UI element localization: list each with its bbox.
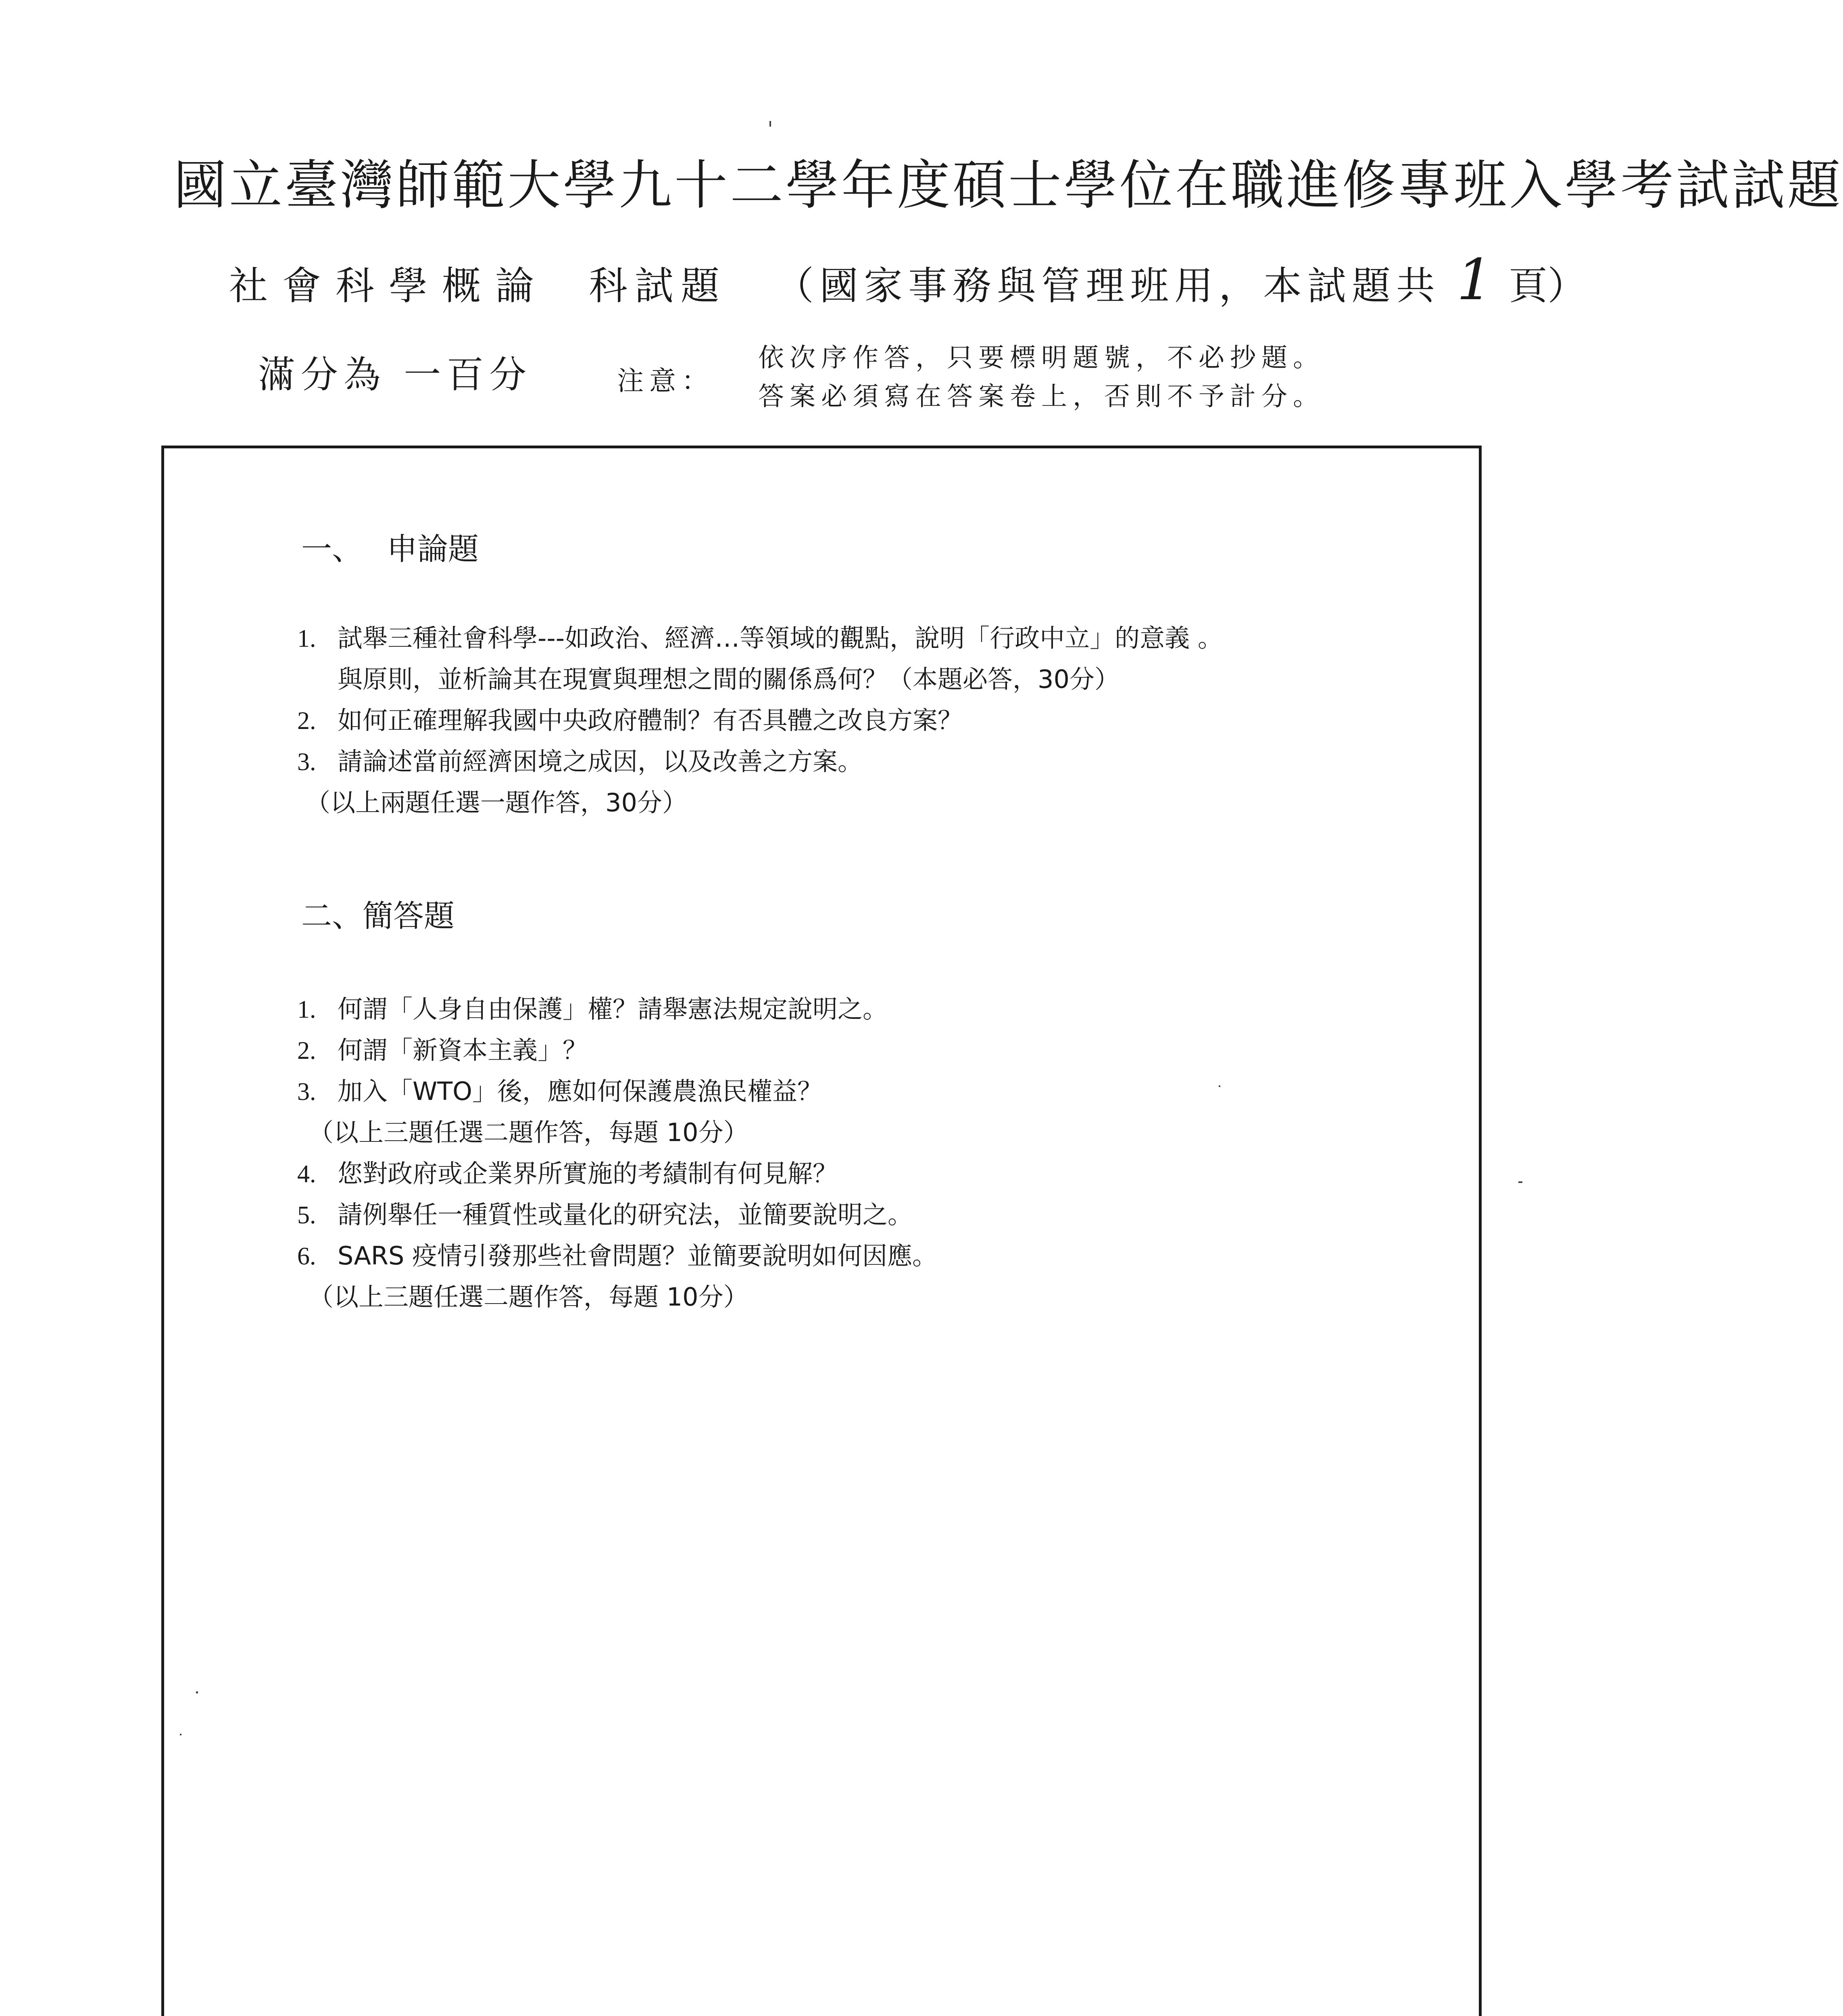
scan-speck bbox=[1518, 1181, 1522, 1183]
notice-label: 注意： bbox=[617, 365, 714, 396]
question-line bbox=[297, 1194, 937, 1235]
question-line bbox=[297, 989, 937, 1030]
question-number: 3. bbox=[297, 748, 316, 776]
scan-speck bbox=[196, 1691, 198, 1693]
notice-line: 答案必須寫在答案卷上，否則不予計分。 bbox=[758, 382, 1324, 412]
question-number: 1. bbox=[297, 996, 316, 1023]
question-line bbox=[297, 741, 1223, 782]
question-line bbox=[297, 700, 1223, 741]
question-number: 4. bbox=[297, 1160, 316, 1188]
section-title-essay bbox=[301, 527, 479, 571]
note-text: （以上兩題任選一題作答，30分） bbox=[305, 788, 687, 817]
page-count: 1 bbox=[1457, 247, 1493, 313]
question-line bbox=[297, 618, 1223, 659]
question-text: 如何正確理解我國中央政府體制？有否具體之改良方案？ bbox=[338, 706, 963, 735]
question-number: 2. bbox=[297, 707, 316, 735]
question-line bbox=[297, 1030, 937, 1071]
question-text: 與原則，並析論其在現實與理想之間的關係爲何？（本題必答，30分） bbox=[338, 664, 1120, 694]
subject-name: 社會科學概論 bbox=[229, 263, 548, 308]
question-text: 何謂「人身自由保護」權？請舉憲法規定說明之。 bbox=[338, 994, 888, 1024]
question-box bbox=[161, 446, 1482, 2016]
scan-speck bbox=[769, 121, 771, 127]
selection-note bbox=[297, 1112, 937, 1153]
note-text: （以上三題任選二題作答，每題 10分） bbox=[309, 1282, 748, 1312]
class-note-suffix: 頁） bbox=[1509, 263, 1587, 308]
notice-line: 依次序作答，只要標明題號，不必抄題。 bbox=[758, 343, 1324, 373]
section-name: 簡答題 bbox=[363, 898, 454, 934]
short-answer-question-list bbox=[297, 989, 937, 1318]
question-text: 請論述當前經濟困境之成因，以及改善之方案。 bbox=[338, 747, 863, 776]
question-line bbox=[297, 1071, 937, 1112]
question-text: 加入「WTO」後，應如何保護農漁民權益？ bbox=[338, 1077, 822, 1106]
question-line bbox=[297, 659, 1223, 700]
question-text: SARS 疫情引發那些社會問題？並簡要說明如何因應。 bbox=[338, 1241, 938, 1270]
class-note-prefix: （國家事務與管理班用，本試題共 bbox=[775, 263, 1441, 308]
selection-note bbox=[297, 782, 1223, 823]
full-score: 滿分為 一百分 bbox=[258, 353, 532, 396]
essay-question-list bbox=[297, 618, 1223, 823]
question-line bbox=[297, 1153, 937, 1194]
scan-speck bbox=[1219, 1085, 1220, 1087]
section-number: 一、 bbox=[301, 531, 363, 567]
question-number: 5. bbox=[297, 1202, 316, 1229]
question-text: 您對政府或企業界所實施的考績制有何見解？ bbox=[338, 1159, 838, 1188]
question-line bbox=[297, 1235, 937, 1277]
question-text: 請例舉任一種質性或量化的研究法，並簡要說明之。 bbox=[338, 1200, 913, 1229]
notice-lines bbox=[758, 339, 1324, 416]
question-number: 3. bbox=[297, 1078, 316, 1106]
selection-note bbox=[297, 1277, 937, 1318]
question-text: 何謂「新資本主義」？ bbox=[338, 1035, 588, 1065]
question-number: 1. bbox=[297, 625, 316, 652]
section-title-short-answer bbox=[301, 894, 454, 938]
note-text: （以上三題任選二題作答，每題 10分） bbox=[309, 1118, 748, 1147]
question-number: 2. bbox=[297, 1037, 316, 1064]
section-name: 申論題 bbox=[387, 531, 479, 567]
question-text: 試舉三種社會科學---如政治、經濟…等領域的觀點，說明「行政中立」的意義 。 bbox=[338, 623, 1223, 653]
subject-line bbox=[229, 247, 1587, 316]
scan-speck bbox=[180, 1734, 181, 1735]
subject-suffix: 科試題 bbox=[589, 263, 727, 308]
exam-title: 國立臺灣師範大學九十二學年度碩士學位在職進修專班入學考試試題 bbox=[173, 154, 1843, 217]
section-number: 二、 bbox=[301, 898, 363, 934]
question-number: 6. bbox=[297, 1243, 316, 1270]
